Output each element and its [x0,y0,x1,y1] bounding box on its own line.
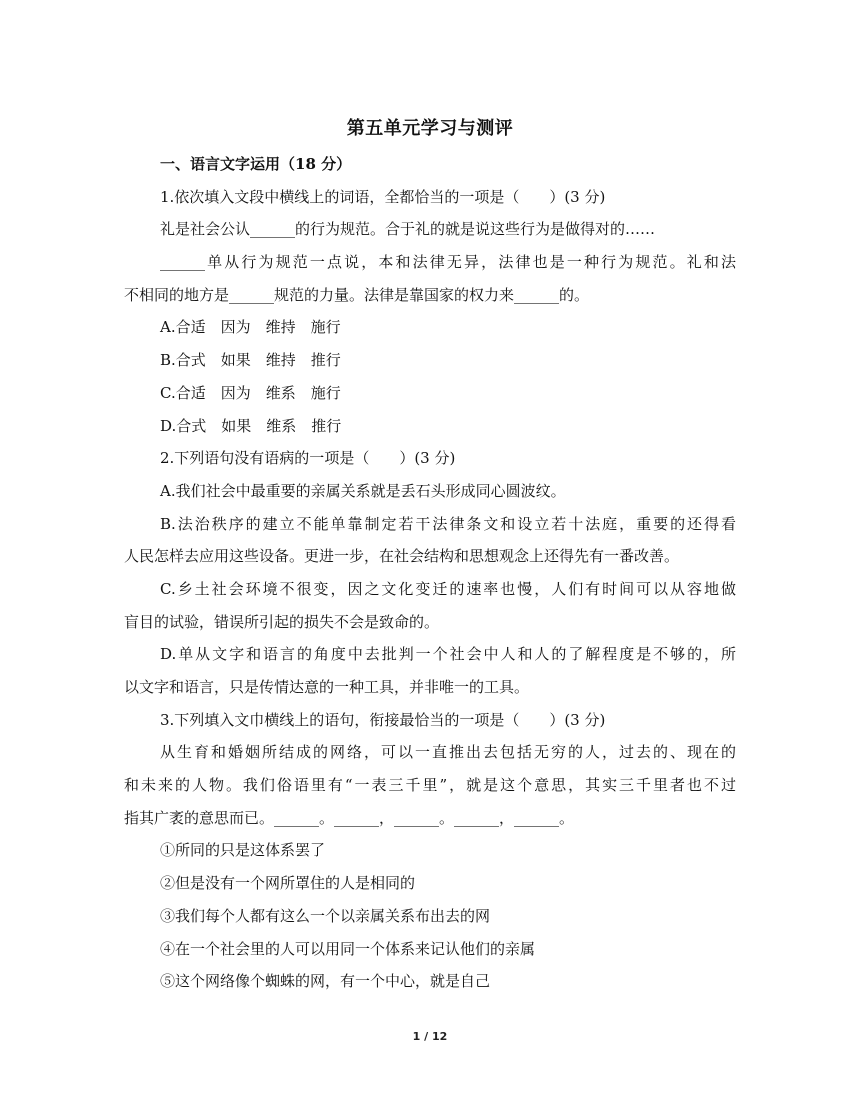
question-3-item: ②但是没有一个网所罩住的人是相同的 [160,874,416,893]
question-2-option-a: A.我们社会中最重要的亲属关系就是丢石头形成同心圆波纹。 [160,481,566,500]
question-3-item: ③我们每个人都有这么一个以亲属关系布出去的网 [160,906,491,925]
question-1-option-a: A.合适 因为 维持 施行 [160,318,341,337]
question-1-passage-line: ______单从行为规范一点说，本和法律无异，法律也是一种行为规范。礼和法 [160,253,736,272]
question-1-passage-line: 礼是社会公认______的行为规范。合于礼的就是说这些行为是做得对的…… [160,220,656,239]
question-3-passage-line: 和未来的人物。我们俗语里有“一表三千里”，就是这个意思，其实三千里者也不过 [124,776,736,795]
question-1-stem: 1.依次填入文段中横线上的词语，全都恰当的一项是（ ）(3 分) [160,187,606,206]
question-1-option-d: D.合式 如果 维系 推行 [160,416,342,435]
page-title: 第五单元学习与测评 [346,118,514,139]
question-2-option-c-cont: 盲目的试验，错误所引起的损失不会是致命的。 [124,612,440,631]
section-heading: 一、语言文字运用（18 分） [160,155,352,173]
question-3-item: ⑤这个网络像个蜘蛛的网，有一个中心，就是自己 [160,972,491,991]
question-2-option-d-cont: 以文字和语言，只是传情达意的一种工具，并非唯一的工具。 [124,678,530,696]
content-body [124,148,736,998]
question-2-option-c: C.乡土社会环境不很变，因之文化变迁的速率也慢，人们有时间可以从容地做 [160,579,736,598]
question-2-option-b-cont: 人民怎样去应用这些设备。更进一步，在社会结构和思想观念上还得先有一番改善。 [124,547,680,566]
question-3-item: ①所同的只是这体系罢了 [160,841,326,860]
question-1-passage-line: 不相同的地方是______规范的力量。法律是靠国家的权力来______的。 [124,285,590,304]
question-1-option-c: C.合适 因为 维系 施行 [160,383,341,402]
question-2-option-b: B.法治秩序的建立不能单靠制定若干法律条文和设立若十法庭，重要的还得看 [160,514,736,533]
question-3-stem: 3.下列填入文巾横线上的语句，衔接最恰当的一项是（ ）(3 分) [160,710,606,729]
question-3-passage-line: 指其广袤的意思而已。______。______，______。______，______。 [124,808,575,827]
question-2-option-d: D.单从文字和语言的角度中去批判一个社会中人和人的了解程度是不够的，所 [160,645,736,664]
question-1-option-b: B.合式 如果 维持 推行 [160,351,341,370]
question-3-passage-line: 从生育和婚姻所结成的网络，可以一直推出去包括无穷的人，过去的、现在的 [160,743,736,762]
question-2-stem: 2.下列语句没有语病的一项是（ ）(3 分) [160,449,456,468]
question-3-item: ④在一个社会里的人可以用同一个体系来记认他们的亲属 [160,939,536,958]
page-number: 1 / 12 [412,1030,448,1043]
